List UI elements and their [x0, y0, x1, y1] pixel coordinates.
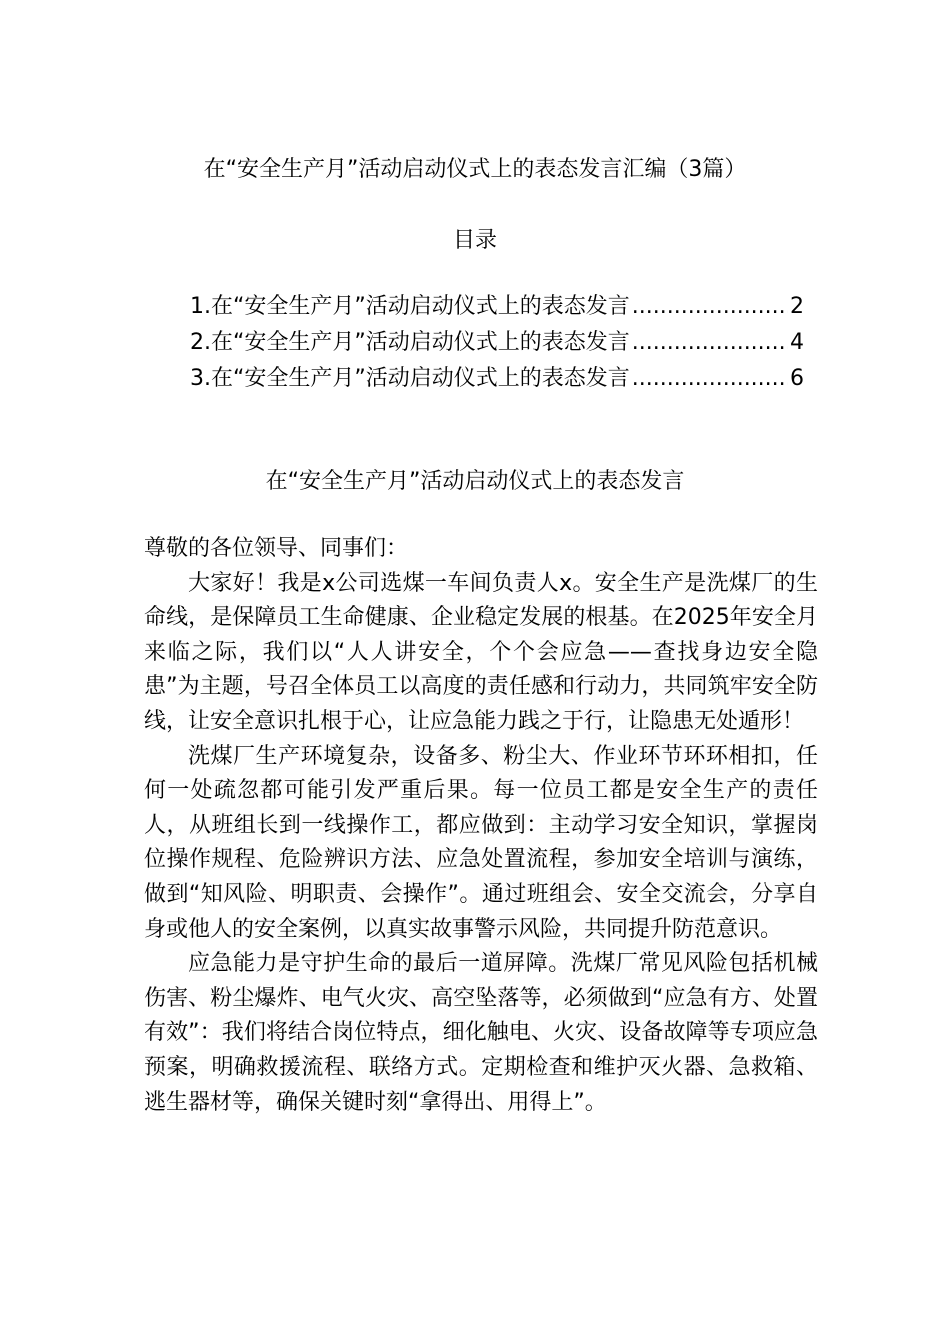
section-title: 在“安全生产月”活动启动仪式上的表态发言	[265, 469, 685, 494]
toc-entry-page: 6	[790, 366, 804, 391]
toc-dot-leader	[632, 327, 788, 359]
toc-entry[interactable]	[190, 363, 804, 399]
toc-entry-label: 3.在“安全生产月”活动启动仪式上的表态发言	[190, 366, 630, 391]
salutation: 尊敬的各位领导、同事们：	[144, 536, 409, 561]
document-title: 在“安全生产月”活动启动仪式上的表态发言汇编（3篇）	[203, 157, 747, 182]
toc-entry[interactable]	[190, 327, 804, 363]
toc-entry-label: 2.在“安全生产月”活动启动仪式上的表态发言	[190, 330, 630, 355]
toc-entry-page: 4	[790, 330, 804, 355]
toc-entry[interactable]	[190, 291, 804, 327]
toc-dot-leader	[632, 363, 788, 395]
paragraph: 洗煤厂生产环境复杂，设备多、粉尘大、作业环节环环相扣，任何一处疏忽都可能引发严重后果。每一位员工都是安全生产的责任人，从班组长到一线操作工，都应做到：主动学习安全知识，掌握岗位操作规程、危险辨识方法、应急处置流程，参加安全培训与演练，做到“知风险、明职责、会操作”。通过班组会、安全交流会，分享自身或他人的安全案例，以真实故事警示风险，共同提升防范意识。	[144, 743, 818, 942]
toc-entry-label: 1.在“安全生产月”活动启动仪式上的表态发言	[190, 294, 630, 319]
toc-entry-page: 2	[790, 294, 804, 319]
toc-dot-leader	[632, 291, 788, 323]
speech-body	[144, 532, 818, 1120]
paragraph: 应急能力是守护生命的最后一道屏障。洗煤厂常见风险包括机械伤害、粉尘爆炸、电气火灾、高空坠落等，必须做到“应急有方、处置有效”：我们将结合岗位特点，细化触电、火灾、设备故障等专项应急预案，明确救援流程、联络方式。定期检查和维护灭火器、急救箱、逃生器材等，确保关键时刻“拿得出、用得上”。	[144, 951, 818, 1115]
table-of-contents	[190, 291, 804, 399]
paragraph: 大家好！我是x公司选煤一车间负责人x。安全生产是洗煤厂的生命线，是保障员工生命健康、企业稳定发展的根基。在2025年安全月来临之际，我们以“人人讲安全，个个会应急——查找身边安全隐患”为主题，号召全体员工以高度的责任感和行动力，共同筑牢安全防线，让安全意识扎根于心，让应急能力践之于行，让隐患无处遁形！	[144, 570, 818, 734]
toc-heading: 目录	[452, 228, 497, 253]
